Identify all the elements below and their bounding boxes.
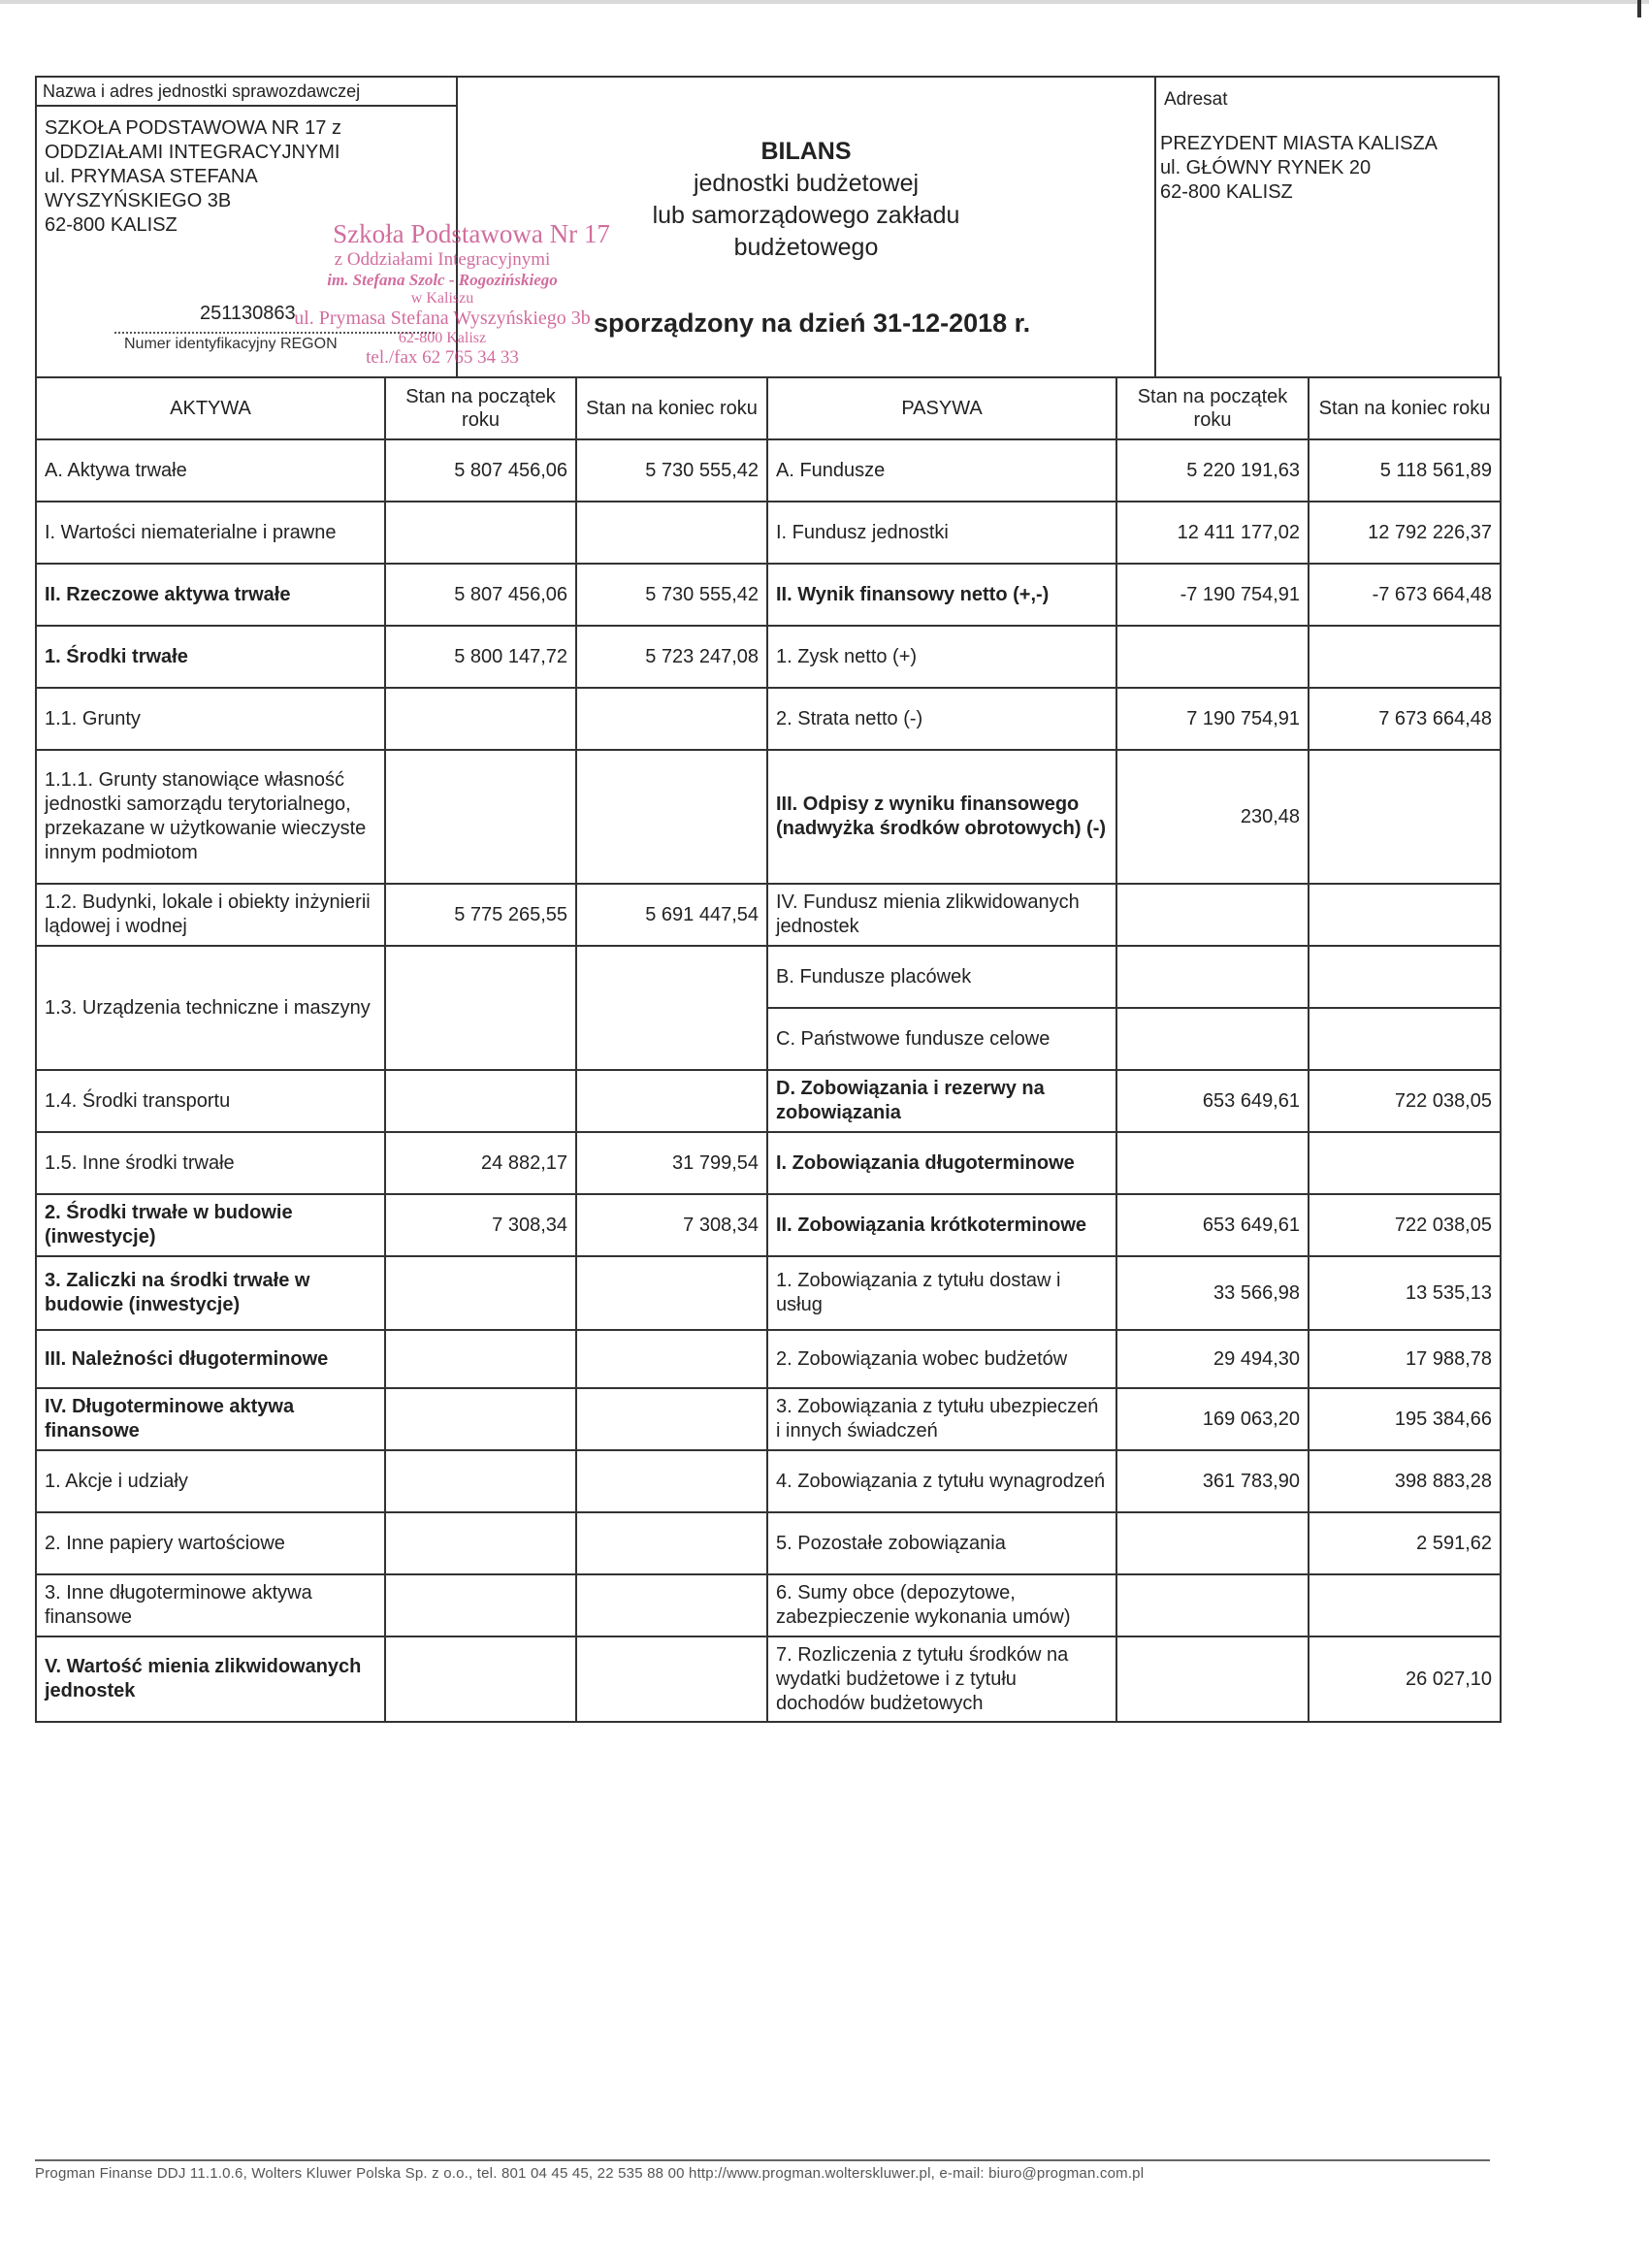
liability-end-value: 13 535,13 bbox=[1309, 1256, 1501, 1330]
liability-end-value: 722 038,05 bbox=[1309, 1070, 1501, 1132]
liability-end-value bbox=[1309, 1008, 1501, 1070]
liability-label: 3. Zobowiązania z tytułu ubezpieczeń i innych świadczeń bbox=[767, 1388, 1116, 1450]
stamp-line: z Oddziałami Integracyjnymi bbox=[334, 249, 551, 270]
asset-label: 1.3. Urządzenia techniczne i maszyny bbox=[36, 946, 385, 1070]
stamp-line: Szkoła Podstawowa Nr 17 bbox=[333, 219, 610, 248]
table-row bbox=[36, 884, 1501, 946]
table-row bbox=[36, 750, 1501, 884]
unit-line: ul. PRYMASA STEFANA bbox=[45, 166, 258, 187]
asset-label: 2. Środki trwałe w budowie (inwestycje) bbox=[36, 1194, 385, 1256]
unit-line: ODDZIAŁAMI INTEGRACYJNYMI bbox=[45, 142, 340, 163]
asset-start-value bbox=[385, 1256, 576, 1330]
liability-start-value bbox=[1116, 1574, 1309, 1636]
table-row bbox=[36, 1330, 1501, 1388]
school-stamp bbox=[258, 219, 627, 369]
asset-end-value: 31 799,54 bbox=[576, 1132, 767, 1194]
table-header-row bbox=[36, 377, 1501, 439]
table-row bbox=[36, 1388, 1501, 1450]
unit-line: SZKOŁA PODSTAWOWA NR 17 z bbox=[45, 117, 341, 139]
liability-end-value bbox=[1309, 884, 1501, 946]
asset-label: A. Aktywa trwałe bbox=[36, 439, 385, 502]
asset-end-value bbox=[576, 750, 767, 884]
liability-label: B. Fundusze placówek bbox=[767, 946, 1116, 1008]
addressee-box bbox=[1156, 78, 1498, 376]
table-row bbox=[36, 1132, 1501, 1194]
asset-start-value bbox=[385, 1512, 576, 1574]
liability-start-value: 169 063,20 bbox=[1116, 1388, 1309, 1450]
stamp-line: tel./fax 62 765 34 33 bbox=[366, 347, 519, 368]
liability-end-value: -7 673 664,48 bbox=[1309, 564, 1501, 626]
table-row bbox=[36, 1194, 1501, 1256]
liability-end-value: 7 673 664,48 bbox=[1309, 688, 1501, 750]
assets-end-column-header: Stan na koniec roku bbox=[576, 377, 767, 439]
liability-end-value: 2 591,62 bbox=[1309, 1512, 1501, 1574]
liability-start-value: 653 649,61 bbox=[1116, 1194, 1309, 1256]
liability-label: II. Wynik finansowy netto (+,-) bbox=[767, 564, 1116, 626]
asset-start-value bbox=[385, 688, 576, 750]
regon-caption: Numer identyfikacyjny REGON bbox=[124, 336, 338, 352]
asset-start-value: 5 807 456,06 bbox=[385, 564, 576, 626]
liabilities-start-column-header: Stan na początek roku bbox=[1116, 377, 1309, 439]
asset-label: 1.2. Budynki, lokale i obiekty inżynierii lądowej i wodnej bbox=[36, 884, 385, 946]
asset-end-value bbox=[576, 1636, 767, 1722]
unit-line: 62-800 KALISZ bbox=[45, 214, 178, 236]
liability-label: C. Państwowe fundusze celowe bbox=[767, 1008, 1116, 1070]
table-row bbox=[36, 502, 1501, 564]
liability-start-value: 361 783,90 bbox=[1116, 1450, 1309, 1512]
addressee-line: 62-800 KALISZ bbox=[1160, 181, 1293, 203]
asset-label: 1.1.1. Grunty stanowiące własność jednostki samorządu terytorialnego, przekazane w użytkowanie wieczyste innym podmiotom bbox=[36, 750, 385, 884]
liability-start-value: 5 220 191,63 bbox=[1116, 439, 1309, 502]
asset-end-value bbox=[576, 946, 767, 1070]
asset-start-value: 24 882,17 bbox=[385, 1132, 576, 1194]
asset-label: I. Wartości niematerialne i prawne bbox=[36, 502, 385, 564]
asset-start-value bbox=[385, 1070, 576, 1132]
liability-start-value: 33 566,98 bbox=[1116, 1256, 1309, 1330]
regon-number: 251130863 bbox=[200, 303, 296, 324]
asset-label: 3. Inne długoterminowe aktywa finansowe bbox=[36, 1574, 385, 1636]
liability-start-value bbox=[1116, 884, 1309, 946]
liability-label: 1. Zobowiązania z tytułu dostaw i usług bbox=[767, 1256, 1116, 1330]
liability-start-value: 7 190 754,91 bbox=[1116, 688, 1309, 750]
asset-label: 2. Inne papiery wartościowe bbox=[36, 1512, 385, 1574]
asset-end-value bbox=[576, 1256, 767, 1330]
asset-start-value bbox=[385, 1450, 576, 1512]
asset-end-value: 5 691 447,54 bbox=[576, 884, 767, 946]
liability-end-value: 17 988,78 bbox=[1309, 1330, 1501, 1388]
table-row bbox=[36, 1512, 1501, 1574]
liability-label: 4. Zobowiązania z tytułu wynagrodzeń bbox=[767, 1450, 1116, 1512]
liability-start-value: 230,48 bbox=[1116, 750, 1309, 884]
stamp-line: 62-800 Kalisz bbox=[398, 330, 487, 346]
liability-label: III. Odpisy z wyniku finansowego (nadwyżka środków obrotowych) (-) bbox=[767, 750, 1116, 884]
asset-end-value bbox=[576, 1450, 767, 1512]
liability-label: I. Zobowiązania długoterminowe bbox=[767, 1132, 1116, 1194]
asset-end-value: 5 723 247,08 bbox=[576, 626, 767, 688]
stamp-line: w Kaliszu bbox=[410, 290, 474, 307]
document-header bbox=[35, 76, 1500, 378]
liability-label: A. Fundusze bbox=[767, 439, 1116, 502]
asset-end-value bbox=[576, 1330, 767, 1388]
liability-start-value bbox=[1116, 946, 1309, 1008]
addressee-address bbox=[1160, 132, 1438, 205]
liability-label: D. Zobowiązania i rezerwy na zobowiązania bbox=[767, 1070, 1116, 1132]
liability-end-value: 722 038,05 bbox=[1309, 1194, 1501, 1256]
liability-start-value: 12 411 177,02 bbox=[1116, 502, 1309, 564]
asset-end-value: 7 308,34 bbox=[576, 1194, 767, 1256]
addressee-caption: Adresat bbox=[1164, 89, 1228, 110]
asset-start-value bbox=[385, 750, 576, 884]
liability-start-value: 653 649,61 bbox=[1116, 1070, 1309, 1132]
liability-end-value: 26 027,10 bbox=[1309, 1636, 1501, 1722]
stamp-line: ul. Prymasa Stefana Wyszyńskiego 3b bbox=[294, 308, 591, 329]
liabilities-end-column-header: Stan na koniec roku bbox=[1309, 377, 1501, 439]
table-row bbox=[36, 946, 1501, 1008]
asset-label: 1. Akcje i udziały bbox=[36, 1450, 385, 1512]
liability-label: 7. Rozliczenia z tytułu środków na wydatki budżetowe i z tytułu dochodów budżetowych bbox=[767, 1636, 1116, 1722]
asset-label: 1. Środki trwałe bbox=[36, 626, 385, 688]
asset-end-value bbox=[576, 1070, 767, 1132]
table-row bbox=[36, 626, 1501, 688]
table-row bbox=[36, 1574, 1501, 1636]
scan-edge bbox=[0, 0, 1649, 4]
asset-start-value: 5 807 456,06 bbox=[385, 439, 576, 502]
addressee-line: ul. GŁÓWNY RYNEK 20 bbox=[1160, 157, 1372, 178]
liability-end-value bbox=[1309, 750, 1501, 884]
asset-start-value bbox=[385, 1574, 576, 1636]
asset-end-value bbox=[576, 1574, 767, 1636]
asset-start-value: 5 800 147,72 bbox=[385, 626, 576, 688]
liability-end-value: 398 883,28 bbox=[1309, 1450, 1501, 1512]
liability-end-value: 195 384,66 bbox=[1309, 1388, 1501, 1450]
liability-label: 2. Zobowiązania wobec budżetów bbox=[767, 1330, 1116, 1388]
table-row bbox=[36, 439, 1501, 502]
asset-label: 1.4. Środki transportu bbox=[36, 1070, 385, 1132]
liability-start-value bbox=[1116, 1512, 1309, 1574]
asset-label: III. Należności długoterminowe bbox=[36, 1330, 385, 1388]
asset-label: V. Wartość mienia zlikwidowanych jednostek bbox=[36, 1636, 385, 1722]
asset-start-value: 7 308,34 bbox=[385, 1194, 576, 1256]
liability-start-value: -7 190 754,91 bbox=[1116, 564, 1309, 626]
table-row bbox=[36, 1070, 1501, 1132]
liability-label: 5. Pozostałe zobowiązania bbox=[767, 1512, 1116, 1574]
asset-start-value bbox=[385, 1388, 576, 1450]
liability-label: II. Zobowiązania krótkoterminowe bbox=[767, 1194, 1116, 1256]
liability-label: 6. Sumy obce (depozytowe, zabezpieczenie wykonania umów) bbox=[767, 1574, 1116, 1636]
liability-start-value bbox=[1116, 1008, 1309, 1070]
title-line: BILANS bbox=[760, 138, 852, 165]
asset-end-value bbox=[576, 688, 767, 750]
liability-label: 1. Zysk netto (+) bbox=[767, 626, 1116, 688]
asset-end-value: 5 730 555,42 bbox=[576, 564, 767, 626]
liability-start-value bbox=[1116, 1132, 1309, 1194]
liability-start-value: 29 494,30 bbox=[1116, 1330, 1309, 1388]
asset-label: IV. Długoterminowe aktywa finansowe bbox=[36, 1388, 385, 1450]
asset-end-value bbox=[576, 1388, 767, 1450]
footer-software-info: Progman Finanse DDJ 11.1.0.6, Wolters Kluwer Polska Sp. z o.o., tel. 801 04 45 45, 22 535 88 00 http://www.progman.wolterskluwer.pl, e-mail: biuro@progman.com.pl bbox=[35, 2165, 1145, 2182]
liability-start-value bbox=[1116, 626, 1309, 688]
liability-end-value bbox=[1309, 946, 1501, 1008]
reporting-unit-caption: Nazwa i adres jednostki sprawozdawczej bbox=[37, 78, 458, 107]
table-row bbox=[36, 688, 1501, 750]
report-date: sporządzony na dzień 31-12-2018 r. bbox=[594, 308, 1031, 338]
liability-end-value: 5 118 561,89 bbox=[1309, 439, 1501, 502]
table-row bbox=[36, 1450, 1501, 1512]
asset-start-value bbox=[385, 946, 576, 1070]
asset-start-value: 5 775 265,55 bbox=[385, 884, 576, 946]
assets-start-column-header: Stan na początek roku bbox=[385, 377, 576, 439]
table-row bbox=[36, 1636, 1501, 1722]
balance-sheet-table bbox=[35, 376, 1502, 1723]
asset-start-value bbox=[385, 1636, 576, 1722]
title-line: jednostki budżetowej bbox=[693, 170, 920, 197]
asset-start-value bbox=[385, 1330, 576, 1388]
asset-end-value bbox=[576, 1512, 767, 1574]
title-line: lub samorządowego zakładu bbox=[652, 202, 960, 229]
asset-label: 1.5. Inne środki trwałe bbox=[36, 1132, 385, 1194]
assets-column-header: AKTYWA bbox=[36, 377, 385, 439]
addressee-line: PREZYDENT MIASTA KALISZA bbox=[1160, 133, 1438, 154]
stamp-line: im. Stefana Szolc - Rogozińskiego bbox=[327, 271, 558, 289]
table-row bbox=[36, 1256, 1501, 1330]
table-row bbox=[36, 564, 1501, 626]
liability-end-value bbox=[1309, 1574, 1501, 1636]
asset-label: 3. Zaliczki na środki trwałe w budowie (inwestycje) bbox=[36, 1256, 385, 1330]
scan-mark bbox=[1637, 0, 1641, 17]
liability-label: 2. Strata netto (-) bbox=[767, 688, 1116, 750]
liabilities-column-header: PASYWA bbox=[767, 377, 1116, 439]
liability-end-value: 12 792 226,37 bbox=[1309, 502, 1501, 564]
unit-line: WYSZYŃSKIEGO 3B bbox=[45, 190, 232, 211]
asset-label: 1.1. Grunty bbox=[36, 688, 385, 750]
asset-label: II. Rzeczowe aktywa trwałe bbox=[36, 564, 385, 626]
title-line: budżetowego bbox=[733, 234, 879, 261]
liability-label: I. Fundusz jednostki bbox=[767, 502, 1116, 564]
liability-start-value bbox=[1116, 1636, 1309, 1722]
asset-end-value: 5 730 555,42 bbox=[576, 439, 767, 502]
liability-end-value bbox=[1309, 1132, 1501, 1194]
asset-end-value bbox=[576, 502, 767, 564]
footer-divider bbox=[35, 2159, 1490, 2161]
asset-start-value bbox=[385, 502, 576, 564]
liability-label: IV. Fundusz mienia zlikwidowanych jednostek bbox=[767, 884, 1116, 946]
liability-end-value bbox=[1309, 626, 1501, 688]
